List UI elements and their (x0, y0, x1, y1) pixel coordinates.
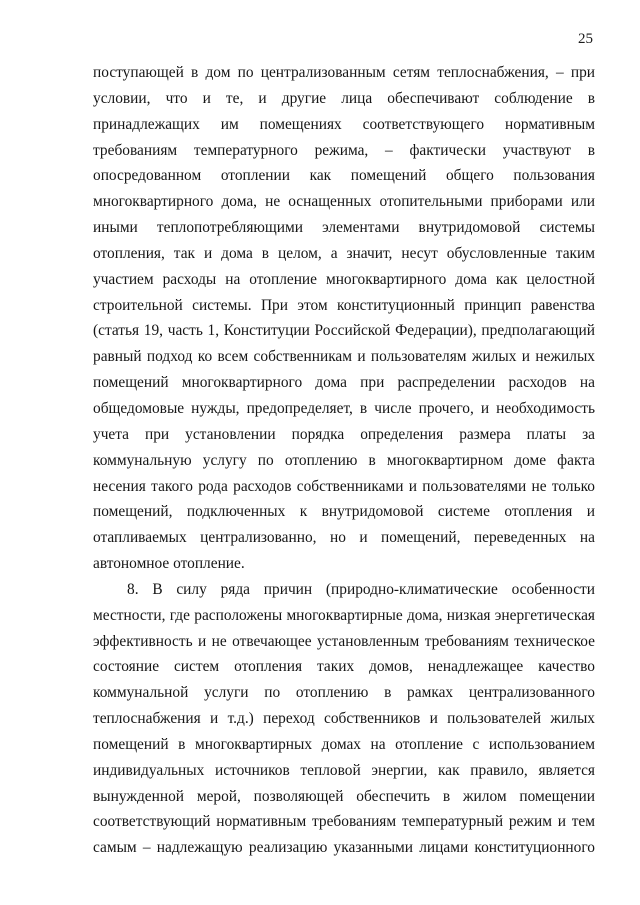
text-line: общедомовые нужды, предопределяет, в числе прочего, и необходимость (93, 399, 595, 417)
text-line: состояние систем отопления таких домов, ненадлежащее качество (93, 658, 595, 676)
text-line: эффективность и не отвечающее установленным требованиям техническое (93, 632, 595, 650)
text-line: равный подход ко всем собственникам и пользователям жилых и нежилых (93, 348, 595, 366)
text-line: строительной системы. При этом конституционный принцип равенства (93, 296, 595, 314)
text-line: теплоснабжения и т.д.) переход собственников и пользователей жилых (93, 710, 595, 728)
text-line: местности, где расположены многоквартирные дома, низкая энергетическая (93, 606, 595, 624)
text-line: несения такого рода расходов собственниками и пользователями не только (93, 477, 595, 495)
text-line: вынужденной мерой, позволяющей обеспечить в жилом помещении (93, 787, 595, 805)
paragraph-1 (93, 60, 595, 577)
text-line: соответствующий нормативным требованиям температурный режим и тем (93, 813, 595, 831)
paragraph-2 (93, 577, 595, 861)
text-line: опосредованном отоплении как помещений общего пользования (93, 167, 595, 185)
text-line: (статья 19, часть 1, Конституции Российской Федерации), предполагающий (93, 322, 595, 340)
text-line: принадлежащих им помещениях соответствующего нормативным (93, 115, 595, 133)
text-line: автономное отопление. (93, 555, 245, 573)
text-line: помещений многоквартирного дома при распределении расходов на (93, 374, 595, 392)
text-line: отапливаемых централизованно, но и помещений, переведенных на (93, 529, 595, 547)
text-line: отопления, так и дома в целом, а значит, несут обусловленные таким (93, 244, 595, 262)
text-line: участием расходы на отопление многоквартирного дома как целостной (93, 270, 595, 288)
text-line: требованиям температурного режима, – фактически участвуют в (93, 141, 595, 159)
text-line: помещений в многоквартирных домах на отопление с использованием (93, 735, 595, 753)
text-line: самым – надлежащую реализацию указанными лицами конституционного (93, 839, 595, 857)
text-line: коммунальную услугу по отоплению в многоквартирном доме факта (93, 451, 595, 469)
text-line: многоквартирного дома, не оснащенных отопительными приборами или (93, 193, 595, 211)
text-line: 8. В силу ряда причин (природно-климатические особенности (127, 580, 595, 598)
document-body (93, 60, 595, 861)
text-line: индивидуальных источников тепловой энергии, как правило, является (93, 761, 595, 779)
text-line: условии, что и те, и другие лица обеспечивают соблюдение в (93, 89, 595, 107)
text-line: иными теплопотребляющими элементами внутридомовой системы (93, 219, 595, 237)
text-line: поступающей в дом по централизованным сетям теплоснабжения, – при (93, 64, 595, 81)
text-line: помещений, подключенных к внутридомовой системе отопления и (93, 503, 595, 521)
text-line: коммунальной услуги по отоплению в рамках централизованного (93, 684, 595, 702)
page-number: 25 (578, 31, 593, 47)
text-line: учета при установлении порядка определения размера платы за (93, 425, 595, 443)
